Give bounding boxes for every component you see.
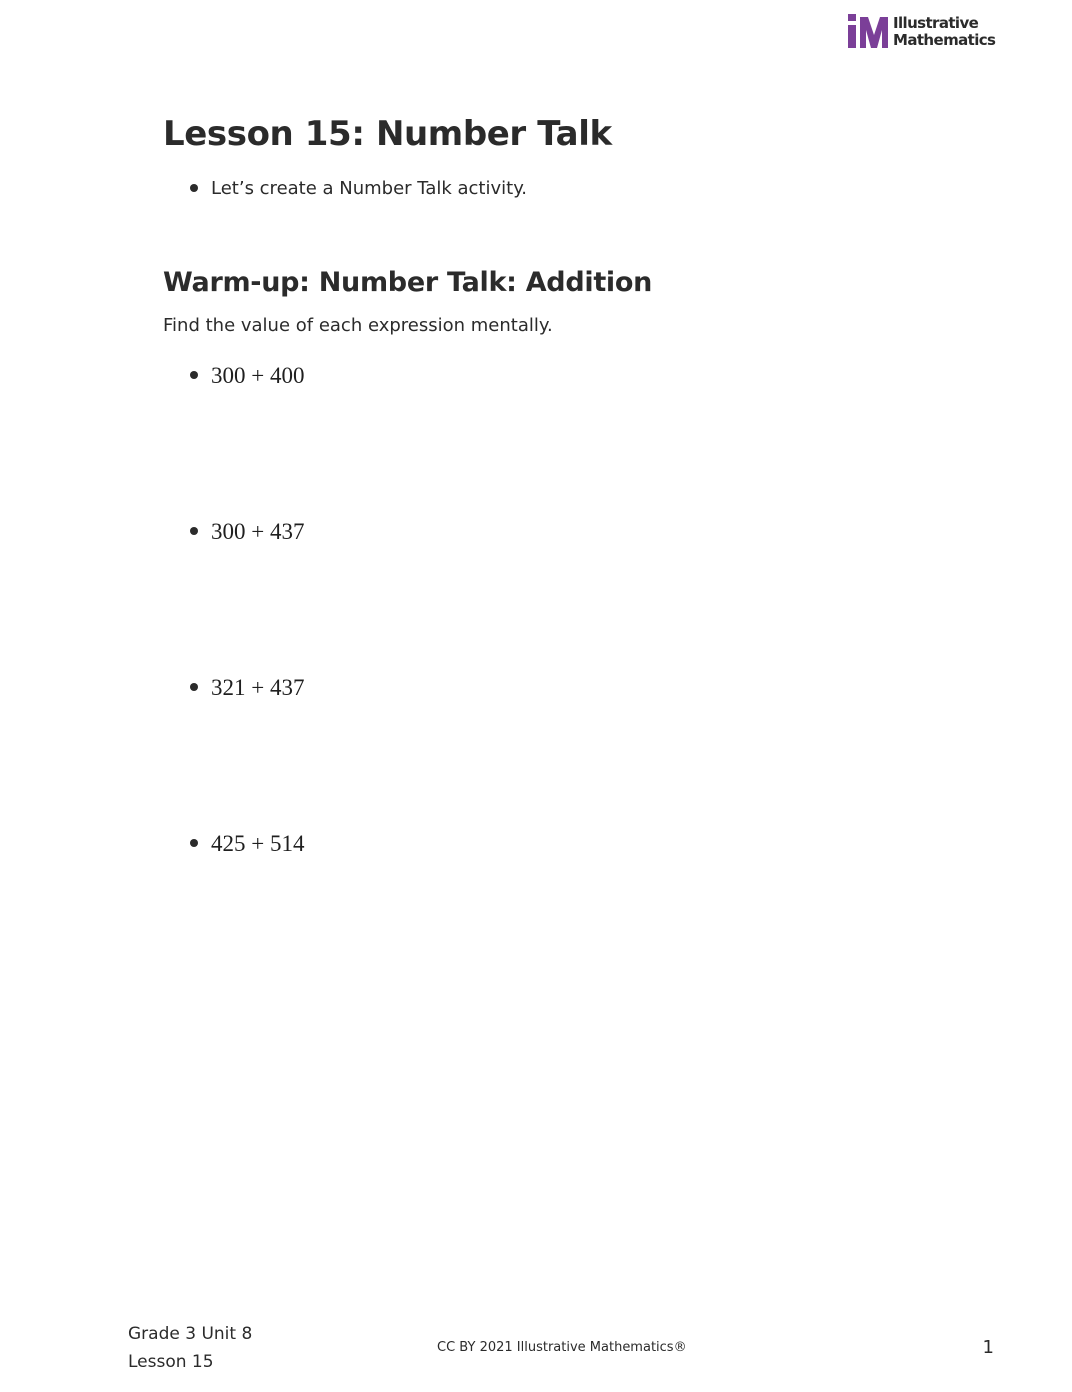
bullet-icon xyxy=(190,184,198,192)
lesson-goals-list xyxy=(190,176,527,202)
footer-lesson: Lesson 15 xyxy=(128,1352,214,1372)
problem-expression-1: 300 + 400 xyxy=(211,363,305,388)
bullet-icon xyxy=(190,683,198,691)
im-logo xyxy=(848,14,995,50)
footer-copyright: CC BY 2021 Illustrative Mathematics® xyxy=(437,1340,687,1355)
problem-item-1 xyxy=(190,361,304,391)
warmup-instructions: Find the value of each expression mentally. xyxy=(163,315,553,336)
problem-item-2 xyxy=(190,517,304,547)
problem-expression-3: 321 + 437 xyxy=(211,675,305,700)
bullet-icon xyxy=(190,371,198,379)
problem-item-3 xyxy=(190,673,304,703)
lesson-goal-item xyxy=(190,176,527,202)
warmup-title: Warm-up: Number Talk: Addition xyxy=(163,267,653,298)
bullet-icon xyxy=(190,527,198,535)
page-number: 1 xyxy=(982,1337,994,1358)
footer-grade-unit: Grade 3 Unit 8 xyxy=(128,1324,253,1344)
im-logo-icon xyxy=(848,14,888,50)
logo-line-2: Mathematics xyxy=(893,31,996,49)
logo-line-1: Illustrative xyxy=(893,14,979,32)
footer-course-info xyxy=(128,1320,252,1376)
lesson-goal-text: Let’s create a Number Talk activity. xyxy=(211,178,528,199)
bullet-icon xyxy=(190,839,198,847)
problem-item-4 xyxy=(190,829,304,859)
page-title: Lesson 15: Number Talk xyxy=(163,114,612,154)
problem-expression-4: 425 + 514 xyxy=(211,831,305,856)
problem-expression-2: 300 + 437 xyxy=(211,519,305,544)
logo-wordmark xyxy=(893,15,995,49)
